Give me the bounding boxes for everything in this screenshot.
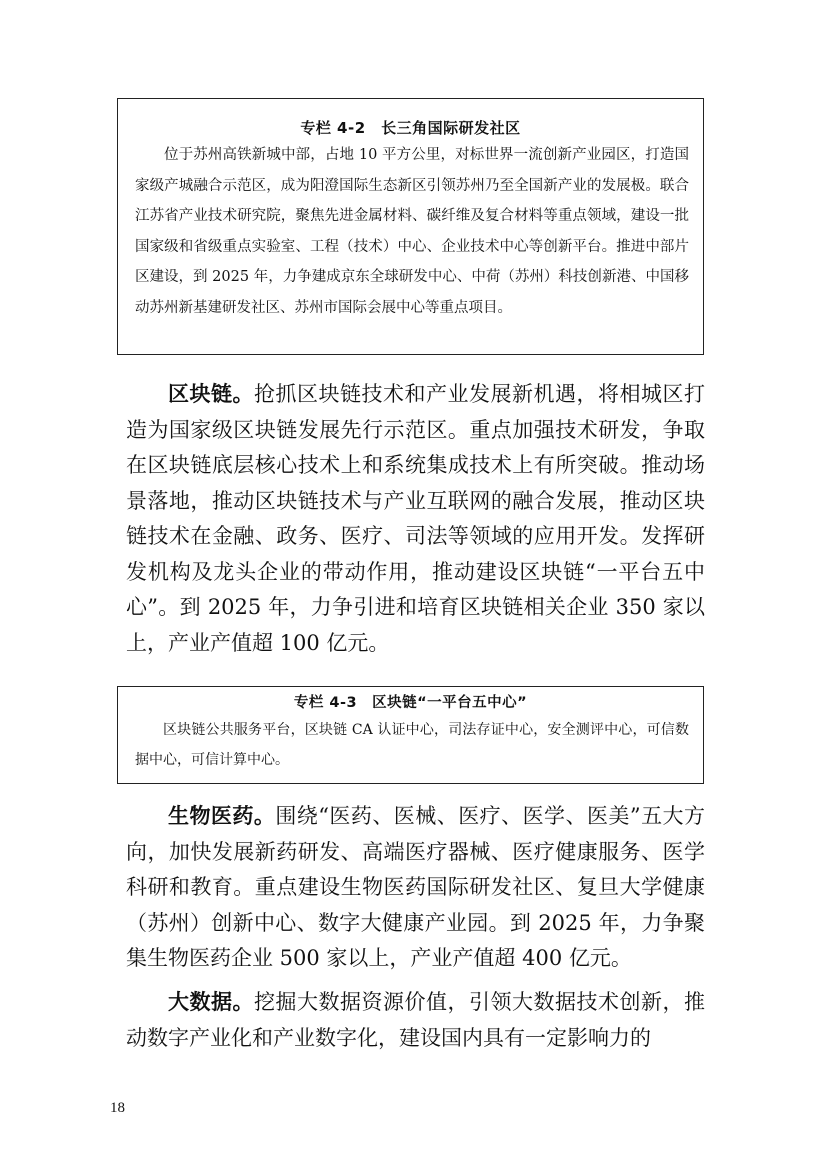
paragraph-blockchain (126, 377, 705, 661)
paragraph-biomedicine (126, 799, 705, 977)
box-body: 区块链公共服务平台，区块链 CA 认证中心，司法存证中心，安全测评中心，可信数据中心，可信计算中心。 (135, 722, 689, 768)
box-title: 专栏 4-3 区块链“一平台五中心” (293, 695, 528, 711)
paragraph-text: 抢抓区块链技术和产业发展新机遇，将相城区打造为国家级区块链发展先行示范区。重点加强技术研发，争取在区块链底层核心技术上和系统集成技术上有所突破。推动场景落地，推动区块链技术与产业互联网的融合发展，推动区块链技术在金融、政务、医疗、司法等领域的应用开发。发挥研发机构及龙头企业的带动作用，推动建设区块链“一平台五中心”。到 2025 年，力争引进和培育区块链相关企业 350 家以上，产业产值超 100 亿元。 (126, 382, 705, 655)
box-title: 专栏 4-2 长三角国际研发社区 (300, 119, 521, 137)
box-body: 位于苏州高铁新城中部，占地 10 平方公里，对标世界一流创新产业园区，打造国家级产城融合示范区，成为阳澄国际生态新区引领苏州乃至全国新产业的发展极。联合江苏省产业技术研究院，聚焦先进金属材料、碳纤维及复合材料等重点领域，建设一批国家级和省级重点实验室、工程（技术）中心、企业技术中心等创新平台。推进中部片区建设，到 2025 年，力争建成京东全球研发中心、中荷（苏州）科技创新港、中国移动苏州新基建研发社区、苏州市国际会展中心等重点项目。 (135, 147, 689, 316)
paragraph-lead: 生物医药。 (168, 804, 276, 828)
page-number: 18 (110, 1100, 125, 1116)
paragraph-lead: 区块链。 (168, 382, 254, 406)
paragraph-lead: 大数据。 (168, 990, 254, 1014)
paragraph-text: 挖掘大数据资源价值，引领大数据技术创新，推动数字产业化和产业数字化，建设国内具有一定影响力的 (126, 990, 705, 1050)
sidebar-box-4-3 (117, 686, 704, 784)
paragraph-text: 围绕“医药、医械、医疗、医学、医美”五大方向，加快发展新药研发、高端医疗器械、医疗健康服务、医学科研和教育。重点建设生物医药国际研发社区、复旦大学健康（苏州）创新中心、数字大健康产业园。到 2025 年，力争聚集生物医药企业 500 家以上，产业产值超 400 亿元。 (126, 804, 705, 970)
sidebar-box-4-2 (117, 98, 704, 355)
paragraph-big-data (126, 985, 705, 1056)
